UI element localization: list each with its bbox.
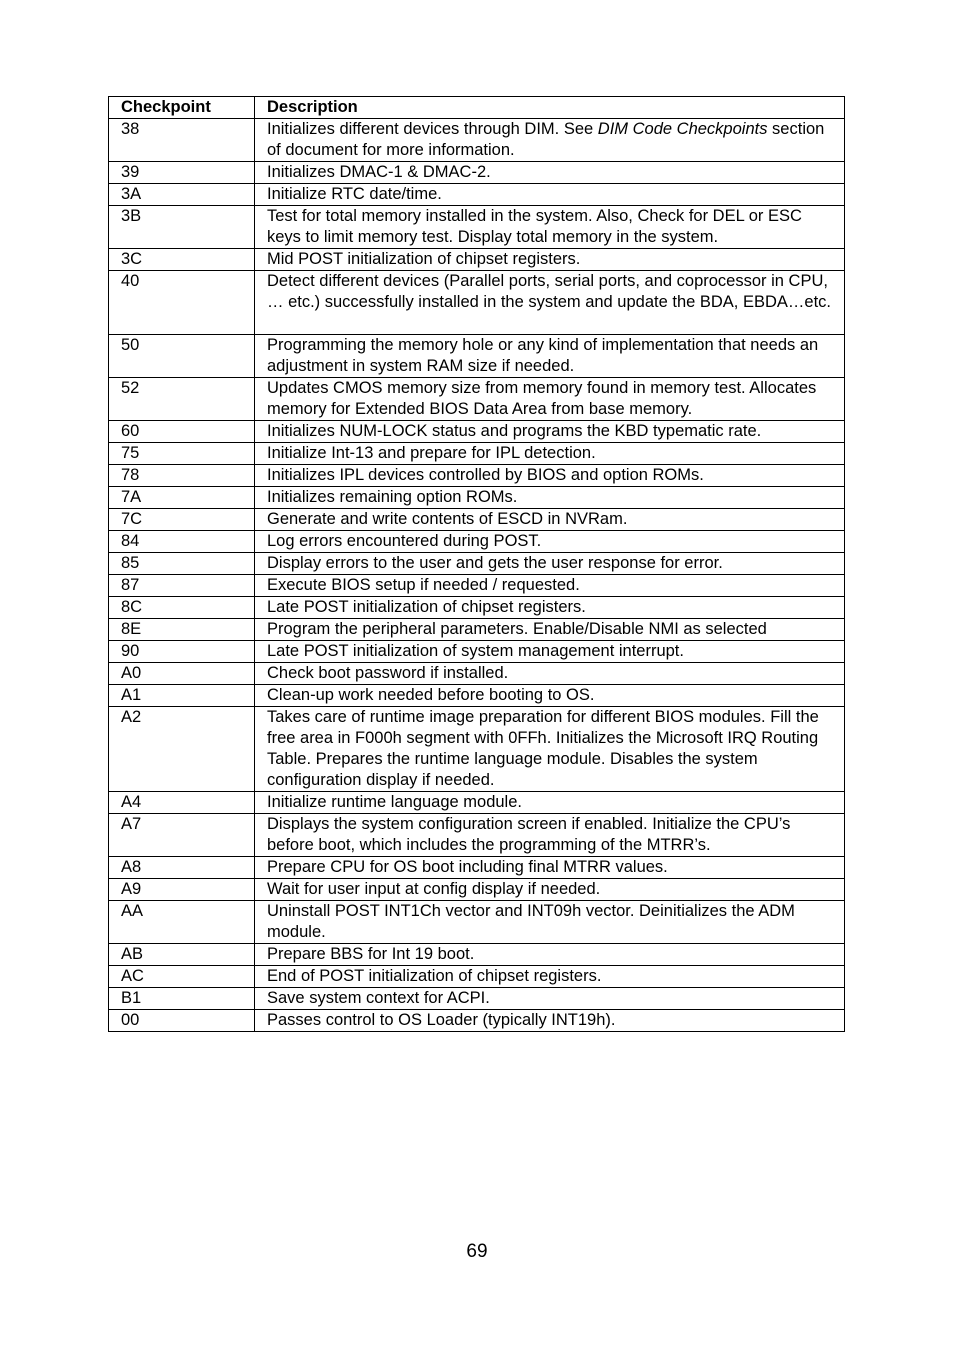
table-row bbox=[109, 966, 845, 988]
checkpoint-code: 78 bbox=[109, 465, 255, 487]
checkpoint-code: 7A bbox=[109, 487, 255, 509]
checkpoint-code: 52 bbox=[109, 378, 255, 421]
checkpoint-code: A0 bbox=[109, 663, 255, 685]
checkpoint-code: 3C bbox=[109, 249, 255, 271]
checkpoint-code: 38 bbox=[109, 119, 255, 162]
checkpoint-code: 60 bbox=[109, 421, 255, 443]
header-row bbox=[109, 97, 845, 119]
table-row bbox=[109, 597, 845, 619]
checkpoint-description: Updates CMOS memory size from memory found in memory test. Allocates memory for Extended BIOS Data Area from base memory. bbox=[255, 378, 845, 421]
table-row bbox=[109, 857, 845, 879]
table-body bbox=[109, 119, 845, 1032]
checkpoint-code: A4 bbox=[109, 792, 255, 814]
table-row bbox=[109, 988, 845, 1010]
table-row bbox=[109, 901, 845, 944]
checkpoint-code: 87 bbox=[109, 575, 255, 597]
table-row bbox=[109, 553, 845, 575]
table-row bbox=[109, 685, 845, 707]
checkpoint-code: A8 bbox=[109, 857, 255, 879]
checkpoint-code: AA bbox=[109, 901, 255, 944]
checkpoint-description: Takes care of runtime image preparation for different BIOS modules. Fill the free area in F000h segment with 0FFh. Initializes the Microsoft IRQ Routing Table. Prepares the runtime language module. Disables the system configuration display if needed. bbox=[255, 707, 845, 792]
table-row bbox=[109, 641, 845, 663]
checkpoint-description: Initializes NUM-LOCK status and programs the KBD typematic rate. bbox=[255, 421, 845, 443]
page-number: 69 bbox=[466, 1241, 488, 1262]
table-row bbox=[109, 509, 845, 531]
checkpoint-code: B1 bbox=[109, 988, 255, 1010]
checkpoint-description: Uninstall POST INT1Ch vector and INT09h vector. Deinitializes the ADM module. bbox=[255, 901, 845, 944]
checkpoint-description: Display errors to the user and gets the user response for error. bbox=[255, 553, 845, 575]
checkpoint-description: Prepare CPU for OS boot including final MTRR values. bbox=[255, 857, 845, 879]
checkpoint-description: Initialize Int-13 and prepare for IPL detection. bbox=[255, 443, 845, 465]
checkpoint-code: 3B bbox=[109, 206, 255, 249]
table-row bbox=[109, 792, 845, 814]
checkpoint-code: 39 bbox=[109, 162, 255, 184]
table-row bbox=[109, 814, 845, 857]
table-row bbox=[109, 531, 845, 553]
checkpoint-description: Save system context for ACPI. bbox=[255, 988, 845, 1010]
checkpoint-description: Test for total memory installed in the system. Also, Check for DEL or ESC keys to limit memory test. Display total memory in the system. bbox=[255, 206, 845, 249]
checkpoint-code: 7C bbox=[109, 509, 255, 531]
checkpoint-code: 00 bbox=[109, 1010, 255, 1032]
checkpoint-description: Displays the system configuration screen if enabled. Initialize the CPU’s before boot, which includes the programming of the MTRR’s. bbox=[255, 814, 845, 857]
column-header-checkpoint: Checkpoint bbox=[109, 97, 255, 119]
checkpoint-code: 50 bbox=[109, 335, 255, 378]
checkpoint-code: 85 bbox=[109, 553, 255, 575]
table-row bbox=[109, 206, 845, 249]
checkpoint-description: Detect different devices (Parallel ports, serial ports, and coprocessor in CPU, … etc.) successfully installed in the system and update the BDA, EBDA…etc. bbox=[255, 271, 845, 335]
table-row bbox=[109, 119, 845, 162]
table-row bbox=[109, 663, 845, 685]
description-text-after: section of document for more information. bbox=[267, 120, 825, 159]
table-row bbox=[109, 271, 845, 335]
table-row bbox=[109, 707, 845, 792]
checkpoint-description: Log errors encountered during POST. bbox=[255, 531, 845, 553]
checkpoint-description: Program the peripheral parameters. Enable/Disable NMI as selected bbox=[255, 619, 845, 641]
checkpoint-description bbox=[255, 119, 845, 162]
table-row bbox=[109, 619, 845, 641]
description-italic-reference: DIM Code Checkpoints bbox=[597, 120, 768, 138]
checkpoint-code: 90 bbox=[109, 641, 255, 663]
checkpoint-code: 8E bbox=[109, 619, 255, 641]
checkpoint-description: Mid POST initialization of chipset registers. bbox=[255, 249, 845, 271]
checkpoint-code: A9 bbox=[109, 879, 255, 901]
table-row bbox=[109, 879, 845, 901]
checkpoint-description: Check boot password if installed. bbox=[255, 663, 845, 685]
table-row bbox=[109, 335, 845, 378]
checkpoint-table bbox=[108, 96, 845, 1032]
checkpoint-description: Initialize RTC date/time. bbox=[255, 184, 845, 206]
checkpoint-description: Initialize runtime language module. bbox=[255, 792, 845, 814]
description-text: Initializes different devices through DIM. See bbox=[267, 120, 598, 138]
checkpoint-code: A7 bbox=[109, 814, 255, 857]
checkpoint-description: Prepare BBS for Int 19 boot. bbox=[255, 944, 845, 966]
checkpoint-code: 84 bbox=[109, 531, 255, 553]
checkpoint-code: 3A bbox=[109, 184, 255, 206]
checkpoint-code: 8C bbox=[109, 597, 255, 619]
checkpoint-code: A1 bbox=[109, 685, 255, 707]
table-row bbox=[109, 378, 845, 421]
table-row bbox=[109, 184, 845, 206]
table-row bbox=[109, 162, 845, 184]
table-row bbox=[109, 575, 845, 597]
checkpoint-description: Initializes IPL devices controlled by BIOS and option ROMs. bbox=[255, 465, 845, 487]
table-row bbox=[109, 487, 845, 509]
checkpoint-code: 75 bbox=[109, 443, 255, 465]
checkpoint-description: Programming the memory hole or any kind of implementation that needs an adjustment in system RAM size if needed. bbox=[255, 335, 845, 378]
checkpoint-description: Initializes DMAC-1 & DMAC-2. bbox=[255, 162, 845, 184]
checkpoint-description: Execute BIOS setup if needed / requested. bbox=[255, 575, 845, 597]
table-row bbox=[109, 443, 845, 465]
checkpoint-description: End of POST initialization of chipset registers. bbox=[255, 966, 845, 988]
checkpoint-code: A2 bbox=[109, 707, 255, 792]
checkpoint-code: 40 bbox=[109, 271, 255, 335]
checkpoint-code: AC bbox=[109, 966, 255, 988]
table-header bbox=[109, 97, 845, 119]
checkpoint-description: Clean-up work needed before booting to OS. bbox=[255, 685, 845, 707]
checkpoint-description: Wait for user input at config display if needed. bbox=[255, 879, 845, 901]
checkpoint-description: Late POST initialization of chipset registers. bbox=[255, 597, 845, 619]
checkpoint-code: AB bbox=[109, 944, 255, 966]
checkpoint-description: Generate and write contents of ESCD in NVRam. bbox=[255, 509, 845, 531]
table-row bbox=[109, 944, 845, 966]
table-row bbox=[109, 465, 845, 487]
checkpoint-description: Passes control to OS Loader (typically INT19h). bbox=[255, 1010, 845, 1032]
column-header-description: Description bbox=[255, 97, 845, 119]
table-row bbox=[109, 1010, 845, 1032]
table-row bbox=[109, 249, 845, 271]
checkpoint-description: Late POST initialization of system management interrupt. bbox=[255, 641, 845, 663]
checkpoint-description: Initializes remaining option ROMs. bbox=[255, 487, 845, 509]
table-row bbox=[109, 421, 845, 443]
